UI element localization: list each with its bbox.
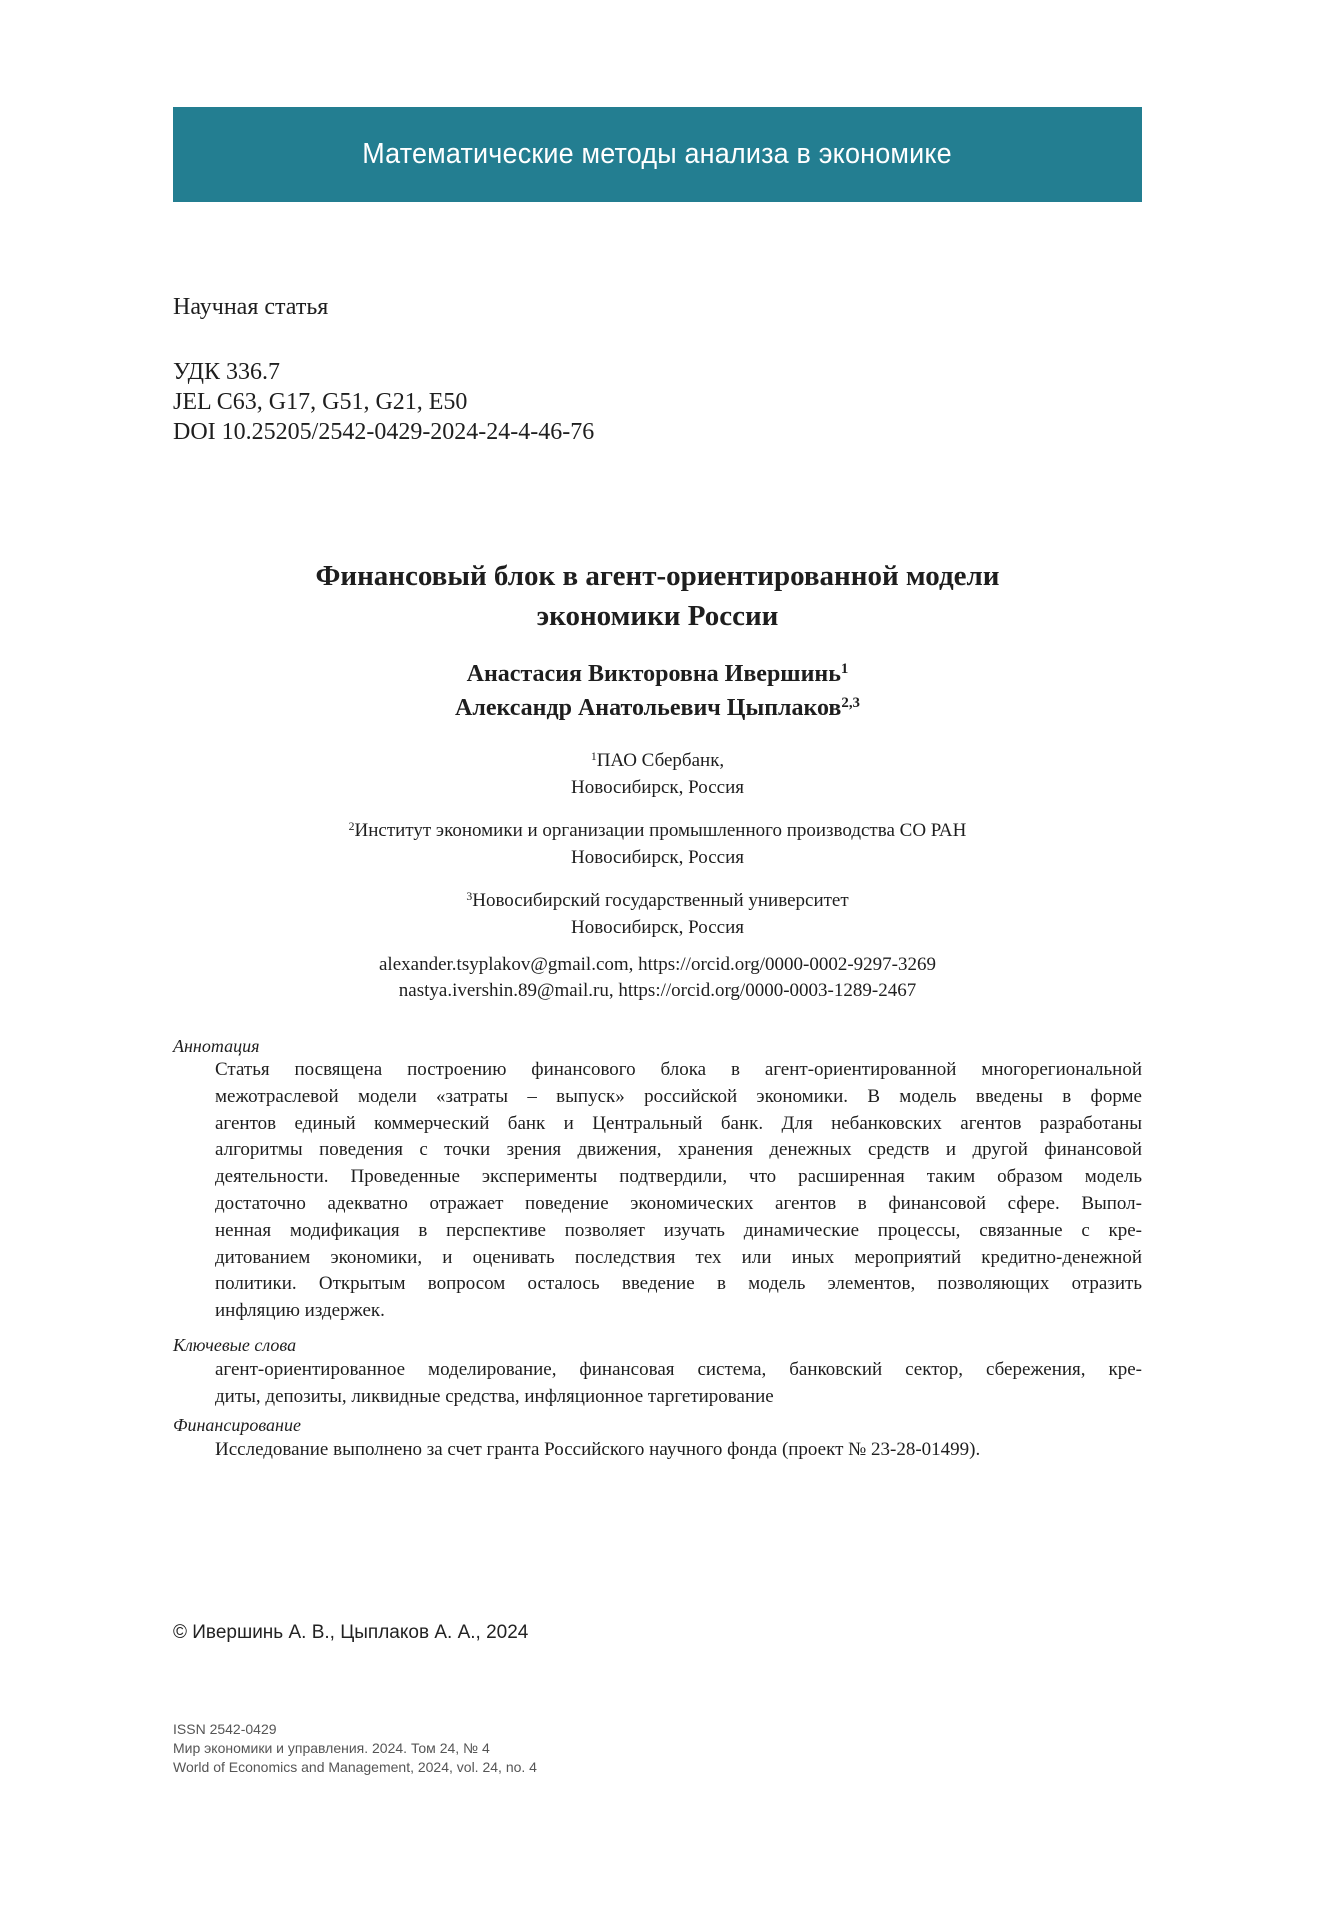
abstract-line: деятельности. Проведенные эксперименты подтвердили, что расширенная таким образом модель <box>215 1166 1142 1188</box>
article-title <box>173 556 1142 636</box>
abstract-label: Аннотация <box>173 1036 260 1056</box>
copyright: © Ивершинь А. В., Цыплаков А. А., 2024 <box>173 1622 529 1643</box>
affiliation <box>173 888 1142 940</box>
journal-citation-ru: Мир экономики и управления. 2024. Том 24, № 4 <box>173 1740 490 1756</box>
abstract-line: достаточно адекватно отражает поведение экономических агентов в финансовой сфере. Выпол- <box>215 1192 1142 1214</box>
author-affiliation-ref: 2,3 <box>841 694 860 711</box>
journal-footer <box>173 1720 537 1777</box>
affiliation-org: Институт экономики и организации промышленного производства СО РАН <box>354 820 967 841</box>
affiliation-org: ПАО Сбербанк, <box>596 750 725 771</box>
doi: DOI 10.25205/2542-0429-2024-24-4-46-76 <box>173 419 595 445</box>
keywords-text <box>215 1357 1142 1411</box>
abstract-line: ненная модификация в перспективе позволяет изучать динамические процессы, связанные с кре- <box>215 1219 1142 1241</box>
keywords-line: диты, депозиты, ликвидные средства, инфляционное таргетирование <box>215 1385 774 1407</box>
affiliation-city: Новосибирск, Россия <box>571 917 744 938</box>
author-name: Анастасия Викторовна Ивершинь <box>466 661 841 687</box>
abstract-line: алгоритмы поведения с точки зрения движения, хранения денежных средств и другой финансовой <box>215 1139 1142 1161</box>
issn: ISSN 2542-0429 <box>173 1721 277 1737</box>
abstract-line: политики. Открытым вопросом осталось введение в модель элементов, позволяющих отразить <box>215 1273 1142 1295</box>
abstract-text <box>215 1057 1142 1325</box>
abstract-line: агентов единый коммерческий банк и Центральный банк. Для небанковских агентов разработаны <box>215 1112 1142 1134</box>
affiliation-city: Новосибирск, Россия <box>571 847 744 868</box>
title-line-2: экономики России <box>536 600 779 632</box>
journal-citation-en: World of Economics and Management, 2024, vol. 24, no. 4 <box>173 1759 537 1775</box>
author-list <box>173 659 1142 727</box>
section-title: Математические методы анализа в экономике <box>362 138 953 170</box>
section-header-band <box>173 107 1142 202</box>
abstract-line: дитованием экономики, и оценивать последствия тех или иных мероприятий кредитно-денежной <box>215 1246 1142 1268</box>
jel-codes: JEL C63, G17, G51, G21, E50 <box>173 389 468 415</box>
contact-line[interactable]: nastya.ivershin.89@mail.ru, https://orcid.org/0000-0003-1289-2467 <box>398 980 917 1001</box>
contact-list <box>173 952 1142 1004</box>
author <box>173 659 1142 693</box>
abstract-line: межотраслевой модели «затраты – выпуск» российской экономики. В модель введены в форме <box>215 1085 1142 1107</box>
affiliation-org: Новосибирский государственный университет <box>472 890 849 911</box>
keywords-label: Ключевые слова <box>173 1335 297 1355</box>
abstract-line: инфляцию издержек. <box>215 1300 385 1322</box>
funding-line: Исследование выполнено за счет гранта Российского научного фонда (проект № 23-28-01499). <box>215 1439 981 1460</box>
article-type: Научная статья <box>173 294 329 320</box>
contact-line[interactable]: alexander.tsyplakov@gmail.com, https://orcid.org/0000-0002-9297-3269 <box>379 954 936 975</box>
affiliation-number: 2 <box>348 819 355 833</box>
author-name: Александр Анатольевич Цыплаков <box>455 695 842 721</box>
article-identifiers <box>173 357 594 447</box>
affiliation <box>173 818 1142 870</box>
abstract-line: Статья посвящена построению финансового блока в агент-ориентированной многорегиональной <box>215 1059 1142 1080</box>
funding-label: Финансирование <box>173 1415 301 1435</box>
title-line-1: Финансовый блок в агент-ориентированной модели <box>315 560 1000 592</box>
affiliation <box>173 748 1142 800</box>
affiliation-city: Новосибирск, Россия <box>571 777 744 798</box>
affiliation-number: 3 <box>466 889 473 903</box>
author <box>173 693 1142 727</box>
funding-text <box>215 1437 1142 1464</box>
keywords-line: агент-ориентированное моделирование, финансовая система, банковский сектор, сбережения, кре- <box>215 1359 1142 1380</box>
affiliation-number: 1 <box>590 749 597 763</box>
author-affiliation-ref: 1 <box>840 660 849 677</box>
udc-code: УДК 336.7 <box>173 359 280 385</box>
